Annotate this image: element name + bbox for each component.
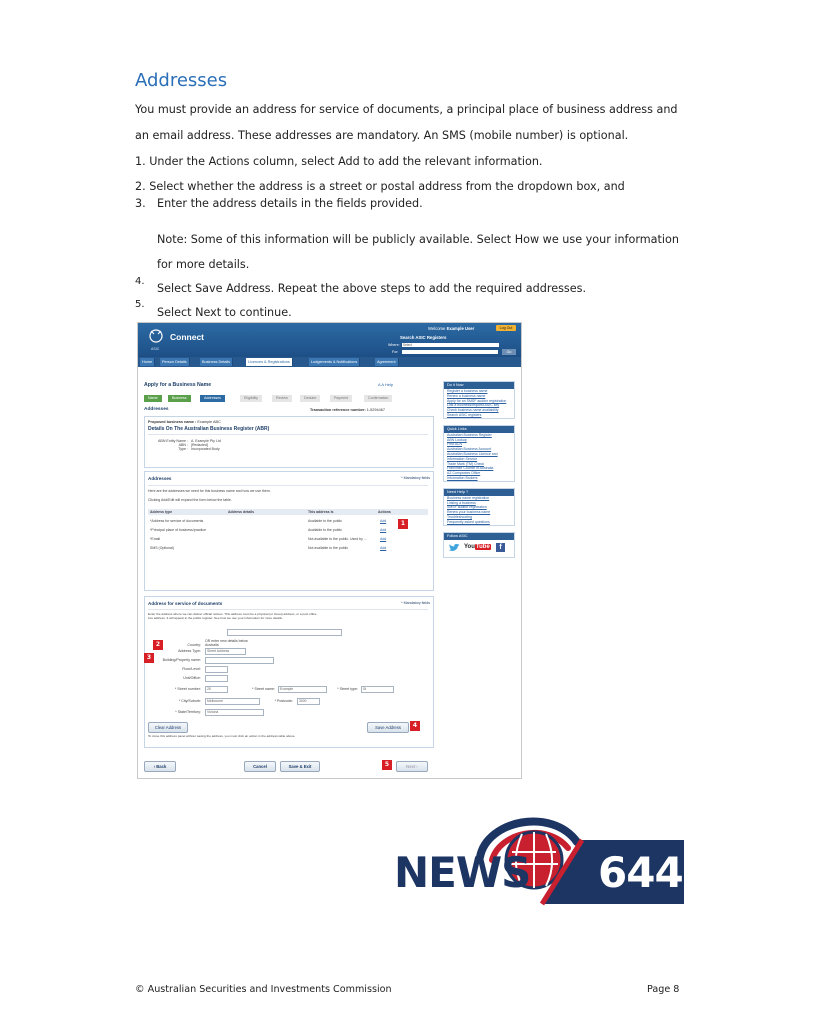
postcode-input[interactable]: 3000 <box>297 698 320 705</box>
col-address-type: Address type <box>150 510 173 514</box>
address-table-header <box>148 509 428 515</box>
street-type-select[interactable]: St <box>361 686 394 693</box>
step-2: 2. Select whether the address is a street or postal address from the dropdown box, and <box>135 180 625 193</box>
city-label: * City/Suburb: <box>178 699 201 703</box>
logo-text-news: NEWS <box>394 848 531 897</box>
user-name: Example User <box>446 326 475 331</box>
sidebar-header: Do it Now <box>444 382 514 389</box>
col-actions: Actions <box>378 510 391 514</box>
addresses-hint: Clicking Add/Edit will expand the form below the table. <box>148 498 232 502</box>
sidebar-link[interactable]: Link a business/request ASIC key <box>447 403 500 408</box>
street-name-label: * Street name: <box>252 687 275 691</box>
proposed-name: Proposed business name : Example ABC <box>148 420 221 424</box>
crumb-business: Business <box>168 395 191 402</box>
mandatory-note: * Mandatory fields <box>401 601 430 605</box>
tab-licences-registrations[interactable]: Licences & Registrations <box>246 358 293 366</box>
page-number: Page 8 <box>647 984 680 995</box>
sidebar-link[interactable]: Frequently asked questions <box>447 519 490 524</box>
abr-value-type: Incorporated Body <box>191 447 220 451</box>
agency-name: ASIC <box>151 347 160 351</box>
logout-button[interactable]: Log Out <box>496 325 516 331</box>
sidebar-link[interactable]: Search ASIC registers <box>447 412 482 417</box>
sidebar-link[interactable]: Information Brokers <box>447 475 478 480</box>
abr-details-panel <box>144 416 434 468</box>
country-value: Australia <box>205 643 219 647</box>
row-use: Not available to the public <box>308 546 349 550</box>
sidebar-link[interactable]: Register a business name <box>447 389 488 393</box>
note-line-2: for more details. <box>157 258 250 271</box>
tab-person-details[interactable]: Person Details <box>160 358 190 366</box>
section-heading: Addresses <box>135 70 228 91</box>
asic-connect-screenshot <box>137 322 522 779</box>
street-number-label: * Street number: <box>174 687 201 691</box>
state-label: * State/Territory: <box>175 710 201 714</box>
back-button[interactable]: ‹ Back <box>144 761 176 772</box>
street-name-input[interactable]: Example <box>278 686 327 693</box>
sidebar-link[interactable]: Franchise Council of Australia <box>447 466 494 471</box>
postcode-label: * Postcode: <box>274 699 293 703</box>
go-button[interactable]: Go <box>502 349 516 355</box>
row-use: Not available to the public. Used by ... <box>308 537 367 541</box>
building-input[interactable] <box>205 657 274 664</box>
main-nav <box>138 357 521 367</box>
youtube-icon[interactable]: YouTube <box>464 543 490 550</box>
for-label: For: <box>392 350 399 354</box>
abr-value-abn: [Redacted] <box>191 443 208 447</box>
col-this-address-is: This address is <box>308 510 334 514</box>
city-input[interactable]: Melbourne <box>205 698 260 705</box>
step-5: Select Next to continue. <box>157 306 292 319</box>
note-line-1: Note: Some of this information will be publicly available. Select How we use your information <box>157 233 679 246</box>
addresses-panel <box>144 471 434 591</box>
marker-3: 3 <box>144 653 154 663</box>
sidebar-link[interactable]: Check business name availability <box>447 408 499 413</box>
sidebar-link[interactable]: Renew your business name <box>447 510 491 515</box>
add-link[interactable]: Add <box>380 528 387 532</box>
col-address-details: Address details <box>228 510 255 514</box>
divider <box>148 434 428 435</box>
tab-home[interactable]: Home <box>140 358 155 366</box>
main-content <box>142 375 436 773</box>
sidebar-quick-links <box>443 425 515 482</box>
marker-2: 2 <box>153 640 163 650</box>
tab-agreement[interactable]: Agreement <box>375 358 399 366</box>
crumb-payment: Payment <box>330 395 352 402</box>
existing-address-select[interactable] <box>227 629 342 636</box>
country-label: Country: <box>187 643 201 647</box>
step-5-number: 5. <box>135 299 145 310</box>
app-header <box>138 323 521 357</box>
row-type: *Address for service of documents <box>150 519 204 523</box>
or-enter-new: OR enter new details below <box>205 639 248 643</box>
service-panel-title: Address for service of documents <box>148 601 223 606</box>
twitter-icon[interactable] <box>448 543 460 553</box>
page-tools[interactable]: A A Help <box>378 382 394 387</box>
apply-title: Apply for a Business Name <box>144 382 212 388</box>
save-address-button[interactable]: Save Address <box>367 722 409 733</box>
sidebar-link[interactable]: Troubleshooting <box>447 514 472 519</box>
crumb-name: Name <box>144 395 162 402</box>
transaction-reference: Transaction reference number: 1-5294467 <box>310 408 385 412</box>
address-type-label: Address Type: <box>178 649 201 653</box>
intro-line-1: You must provide an address for service of documents, a principal place of business address and <box>135 103 678 116</box>
step-3: Enter the address details in the fields provided. <box>157 197 423 210</box>
marker-5: 5 <box>382 760 392 770</box>
divider <box>148 609 428 610</box>
sidebar-link[interactable]: Linking a business <box>447 500 476 505</box>
unit-input[interactable] <box>205 675 228 682</box>
addresses-intro: Here are the addresses we need for this business name and how we use them. <box>148 489 271 493</box>
where-label: Where: <box>388 343 400 347</box>
where-select[interactable]: Select <box>402 343 499 348</box>
row-use: Available to the public <box>308 519 342 523</box>
sidebar-need-help <box>443 488 515 526</box>
intro-line-2: an email address. These addresses are mandatory. An SMS (mobile number) is optional. <box>135 129 629 142</box>
crumb-declare: Declare <box>300 395 320 402</box>
sidebar-link[interactable]: Business name registration <box>447 495 490 500</box>
sidebar-link[interactable]: Trade Mark (TM) Check <box>447 461 485 466</box>
sidebar-do-it-now <box>443 381 515 419</box>
sidebar <box>443 381 515 558</box>
floor-input[interactable] <box>205 666 228 673</box>
sidebar-link[interactable]: Apply for an SMSF auditor registration <box>447 398 507 403</box>
progress-crumbs <box>144 395 436 402</box>
crumb-review: Review <box>272 395 292 402</box>
sidebar-follow-asic <box>443 532 515 558</box>
logo-text-644: 644 <box>598 848 683 897</box>
divider <box>148 485 428 486</box>
addresses-section-title: Addresses <box>144 407 169 412</box>
sidebar-link[interactable]: Find ACN <box>447 442 462 447</box>
facebook-icon[interactable]: f <box>496 543 505 552</box>
sidebar-link[interactable]: ABN Lookup <box>447 437 467 442</box>
row-type: *Principal place of business/practice <box>150 528 207 532</box>
mandatory-note: * Mandatory fields <box>401 476 430 480</box>
close-panel-note: To close this address panel without saving the address, you must click an action in the address table above. <box>148 734 296 738</box>
coat-of-arms-icon <box>146 328 166 344</box>
street-number-input[interactable]: 25 <box>205 686 228 693</box>
abr-value-entity: A. Example Pty Ltd <box>191 439 221 443</box>
floor-label: Floor/Level: <box>182 667 201 671</box>
sidebar-link[interactable]: Australian Business Account <box>447 447 492 452</box>
search-registers-title: Search ASIC Registers <box>400 335 447 340</box>
row-type: *Email <box>150 537 161 541</box>
row-use: Available to the public <box>308 528 342 532</box>
building-label: Building/Property name: <box>162 658 201 662</box>
step-4: Select Save Address. Repeat the above steps to add the required addresses. <box>157 282 587 295</box>
sidebar-link[interactable]: AZ Companies Office <box>447 471 481 476</box>
abr-label-type: Type : <box>178 447 188 451</box>
street-type-label: * Street type: <box>337 687 358 691</box>
sidebar-link[interactable]: Renew a business name <box>447 393 486 398</box>
abr-label-abn: ABN : <box>178 443 188 447</box>
crumb-confirmation: Confirmation <box>364 395 392 402</box>
step-4-number: 4. <box>135 276 145 287</box>
sidebar-link[interactable]: Australian Business Register <box>447 432 492 437</box>
abr-label-entity: ABN Entity Name : <box>158 439 188 443</box>
crumb-addresses: Addresses <box>200 395 225 402</box>
row-type: SMS (Optional) <box>150 546 174 550</box>
tab-business-details[interactable]: Business Details <box>200 358 233 366</box>
next-button[interactable]: Next › <box>396 761 428 772</box>
service-text-2: box address. It will appear in the public register. See how we use your information for more details. <box>148 616 283 620</box>
crumb-eligibility: Eligibility <box>240 395 262 402</box>
marker-1: 1 <box>398 519 408 529</box>
clear-address-button[interactable]: Clear Address <box>148 722 188 733</box>
unit-label: Unit/Office: <box>183 676 201 680</box>
brand-name: Connect <box>170 332 204 342</box>
cancel-button[interactable]: Cancel <box>244 761 276 772</box>
welcome-text: Welcome Example User <box>428 326 475 331</box>
for-input[interactable] <box>402 350 498 355</box>
add-link[interactable]: Add <box>380 519 387 523</box>
service-address-panel <box>144 596 434 748</box>
sidebar-header: Follow ASIC <box>444 533 514 540</box>
sidebar-link[interactable]: Australian Business Licence and Information Service <box>447 451 498 461</box>
save-exit-button[interactable]: Save & Exit <box>280 761 320 772</box>
tab-lodgements[interactable]: Lodgements & Notifications <box>309 358 360 366</box>
abr-title: Details On The Australian Business Register (ABR) <box>148 426 270 432</box>
sidebar-header: Need Help ? <box>444 489 514 496</box>
step-1: 1. Under the Actions column, select Add to add the relevant information. <box>135 155 543 168</box>
sidebar-link[interactable]: SMSF auditor registration <box>447 505 487 510</box>
footer-copyright: © Australian Securities and Investments Commission <box>135 984 392 995</box>
marker-4: 4 <box>410 721 420 731</box>
step-3-number: 3. <box>135 197 146 210</box>
add-link[interactable]: Add <box>380 537 387 541</box>
state-select[interactable]: Victoria <box>205 709 264 716</box>
sidebar-header: Quick Links <box>444 426 514 433</box>
address-type-select[interactable]: Street Address <box>205 648 246 655</box>
addresses-panel-title: Addresses <box>148 476 172 481</box>
add-link[interactable]: Add <box>380 546 387 550</box>
service-text-1: Enter the address where we can deliver official notices. This address must be a physical (or street) address, or a post office <box>148 612 317 616</box>
